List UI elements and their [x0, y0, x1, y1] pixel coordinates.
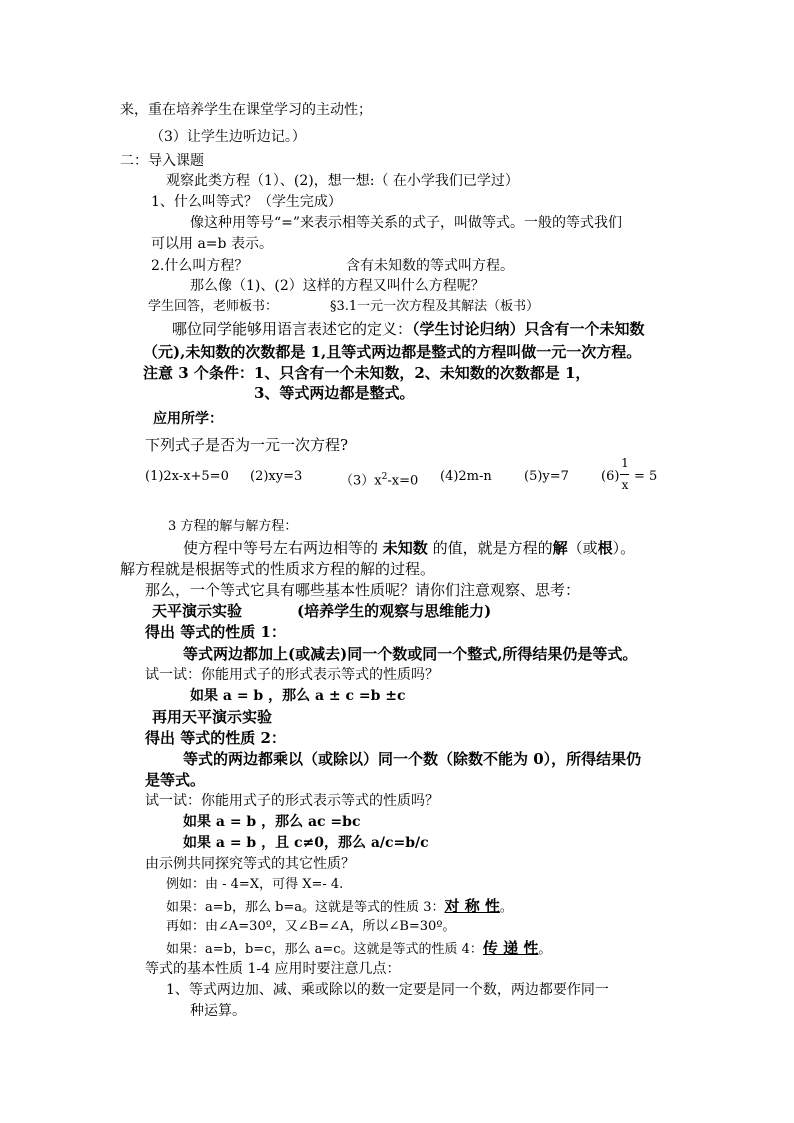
section-heading: 二：导入课题: [120, 153, 204, 169]
definition-text: （元),未知数的次数都是 1,且等式两边都是整式的方程叫做一元一次方程。: [143, 343, 642, 361]
example-line: 再如：由∠A=30º，又∠B=∠A，所以∠B=30º。: [166, 919, 456, 934]
equation-1: (1)2x-x+5=0: [145, 469, 229, 484]
formula-line: 如果 a = b ，那么 a ± c =b ±c: [190, 688, 406, 704]
text-line: 哪位同学能够用语言表述它的定义：: [172, 320, 413, 338]
text-line: 来，重在培养学生在课堂学习的主动性；: [120, 102, 372, 118]
question-text: 下列式子是否为一元一次方程?: [145, 436, 349, 454]
experiment-label: 再用天平演示实验: [152, 708, 273, 726]
property-text: 是等式。: [145, 771, 206, 789]
equation-4: (4)2m-n: [440, 469, 492, 484]
emphasis-term: 未知数: [382, 539, 428, 557]
equation-6-rest: = 5: [634, 469, 658, 484]
experiment-note: (培养学生的观察与思维能力): [297, 602, 492, 620]
note-text: 3、等式两边都是整式。: [254, 384, 415, 402]
text-line: 2.什么叫方程？: [151, 258, 249, 274]
text-line: 等式的基本性质 1-4 应用时要注意几点：: [145, 961, 401, 977]
text-line: 由示例共同探究等式的其它性质？: [145, 856, 355, 872]
text-line: 1、等式两边加、减、乘或除以的数一定要是同一个数，两边都要作同一: [166, 982, 609, 998]
formula-line: 如果 a = b ，那么 ac =bc: [183, 814, 361, 830]
text-fragment: 的值，就是方程的: [432, 539, 553, 557]
text-line: 那么，一个等式它具有哪些基本性质呢？请你们注意观察、思考：: [145, 581, 581, 599]
property-text: 等式两边都加上(或减去)同一个数或同一个整式,所得结果仍是等式。: [183, 645, 638, 663]
section-heading: 3 方程的解与解方程：: [168, 519, 298, 534]
text-line: 解方程就是根据等式的性质求方程的解的过程。: [120, 560, 436, 578]
property-heading: 得出 等式的性质 2：: [145, 729, 286, 747]
text-fragment: 。: [499, 900, 513, 915]
fraction-denominator: x: [621, 478, 629, 492]
text-fragment: 如果：a=b，b=c，那么 a=c。这就是等式的性质 4：: [166, 942, 483, 957]
fraction-numerator: 1: [621, 456, 629, 470]
text-fragment: 使方程中等号左右两边相等的: [183, 539, 379, 557]
example-line: [166, 939, 551, 959]
equation-3-base: （3）x: [340, 473, 382, 489]
text-line: 学生回答，老师板书：: [148, 299, 279, 314]
property-heading: 得出 等式的性质 1：: [145, 623, 286, 641]
equation-2: (2)xy=3: [250, 469, 303, 484]
text-fragment: 如果：a=b，那么 b=a。这就是等式的性质 3：: [166, 900, 445, 915]
equation-5: (5)y=7: [524, 469, 569, 484]
text-fragment: 。: [538, 942, 552, 957]
formula-line: 如果 a = b ，且 c≠0，那么 a/c=b/c: [183, 835, 429, 851]
text-fragment: （或: [567, 539, 598, 557]
text-fragment: ）。: [612, 539, 636, 557]
text-line: 种运算。: [190, 1003, 246, 1019]
emphasis-term: 根: [597, 539, 613, 557]
definition-line: [183, 539, 635, 557]
equation-3-rest: -x=0: [387, 473, 419, 489]
section-heading: 应用所学：: [153, 411, 223, 427]
text-line: 试一试：你能用式子的形式表示等式的性质吗？: [145, 667, 439, 683]
property-text: 等式的两边都乘以（或除以）同一个数（除数不能为 0），所得结果仍: [183, 750, 642, 768]
text-line: （3）让学生边听边记。）: [150, 129, 306, 145]
text-line: 试一试：你能用式子的形式表示等式的性质吗？: [145, 793, 439, 809]
property-name: 对 称 性: [444, 897, 500, 915]
definition-text: （学生讨论归纳）只含有一个未知数: [412, 320, 645, 338]
experiment-label: 天平演示实验: [152, 602, 243, 620]
example-line: [166, 897, 513, 917]
equation-6-prefix: (6): [601, 469, 620, 484]
emphasis-term: 解: [552, 539, 568, 557]
text-line: 观察此类方程（1）、(2)，想一想:（ 在小学我们已学过）: [166, 173, 519, 189]
text-line: 含有未知数的等式叫方程。: [346, 258, 514, 274]
equation-3-exponent: 2: [381, 472, 388, 482]
text-line: 可以用 a=b 表示。: [151, 236, 273, 252]
equation-3: [340, 468, 418, 490]
note-text: 注意 3 个条件：1、只含有一个未知数，2、未知数的次数都是 1，: [143, 364, 591, 382]
example-line: 例如：由 - 4=X，可得 X=- 4.: [166, 877, 344, 892]
text-line: 像这种用等号“=”来表示相等关系的式子，叫做等式。一般的等式我们: [190, 215, 623, 231]
fraction-bar: [620, 474, 629, 475]
property-name: 传 递 性: [482, 939, 539, 957]
board-title: §3.1一元一次方程及其解法（板书）: [330, 299, 540, 314]
text-line: 那么像（1)、(2）这样的方程又叫什么方程呢？: [190, 278, 485, 294]
text-line: 1、什么叫等式？（学生完成）: [151, 194, 342, 210]
